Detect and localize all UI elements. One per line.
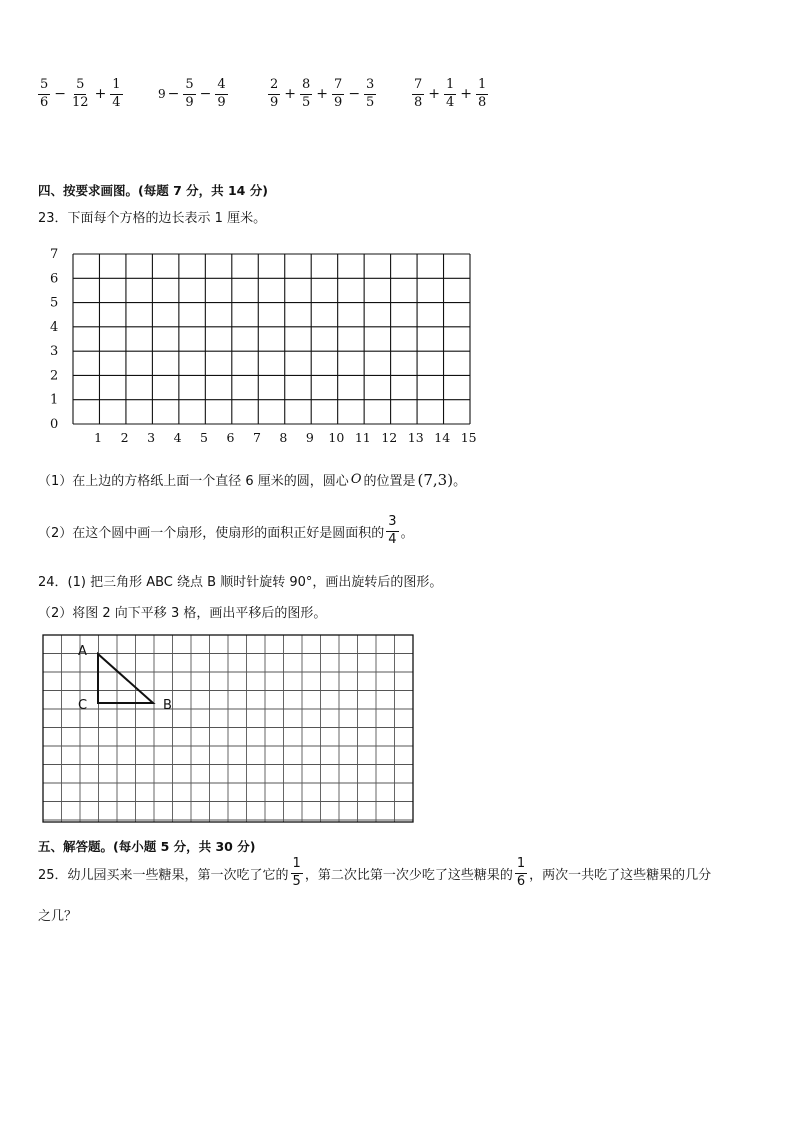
question-23-part-2 xyxy=(38,515,414,548)
fraction: $\frac{5}{12}$ xyxy=(72,77,89,110)
y-tick-label: 0 xyxy=(50,417,59,432)
x-tick-label: 6 xyxy=(226,430,235,445)
question-25 xyxy=(38,857,711,890)
x-tick-label: 11 xyxy=(354,430,371,445)
x-tick-label: 15 xyxy=(460,430,477,445)
vertex-c-label: C xyxy=(78,698,88,713)
y-axis-labels xyxy=(50,247,58,432)
q25-text-a: 25．幼儿园买来一些糖果，第一次吃了它的 xyxy=(38,867,289,883)
x-tick-label: 7 xyxy=(252,430,261,445)
grid-lines xyxy=(73,254,470,424)
x-tick-label: 14 xyxy=(434,430,451,445)
x-tick-label: 2 xyxy=(120,430,129,445)
section-4-title: 四、按要求画图。(每题 7 分，共 14 分) xyxy=(38,183,268,198)
number: 9 xyxy=(158,87,166,102)
question-25-continued: 之几？ xyxy=(38,909,78,924)
fraction: $\frac{2}{9}$ xyxy=(270,77,279,110)
question-23: 23．下面每个方格的边长表示 1 厘米。 xyxy=(38,211,267,226)
x-tick-label: 4 xyxy=(173,430,182,445)
y-tick-label: 4 xyxy=(50,319,59,335)
fraction-one-sixth: $\frac{1}{6}$ xyxy=(516,856,526,889)
triangle-grid xyxy=(40,632,420,828)
expression-3 xyxy=(266,78,378,111)
question-23-part-1 xyxy=(38,470,466,489)
y-tick-label: 5 xyxy=(50,295,59,311)
q23-2-text: （2）在这个圆中画一个扇形，使扇形的面积正好是圆面积的 xyxy=(38,525,385,541)
operator: + xyxy=(94,86,107,103)
operator: + xyxy=(428,86,441,103)
expression-2 xyxy=(158,78,230,111)
triangle-abc xyxy=(98,654,153,703)
fraction: $\frac{5}{9}$ xyxy=(185,77,194,110)
fraction: $\frac{5}{6}$ xyxy=(40,77,49,110)
fraction-one-fifth: $\frac{1}{5}$ xyxy=(292,856,301,889)
x-tick-label: 9 xyxy=(305,430,314,445)
operator: + xyxy=(460,86,473,103)
q23-1-end: 。 xyxy=(453,474,467,489)
fraction: $\frac{8}{5}$ xyxy=(302,77,311,110)
operator: − xyxy=(54,86,67,103)
fraction-three-quarters: $\frac{3}{4}$ xyxy=(388,514,397,547)
fraction: $\frac{7}{8}$ xyxy=(414,77,423,110)
q23-2-end: 。 xyxy=(400,525,414,541)
fraction: $\frac{1}{4}$ xyxy=(446,77,455,110)
y-tick-label: 6 xyxy=(50,271,59,287)
question-24-part-1: 24．(1) 把三角形 ABC 绕点 B 顺时针旋转 90°，画出旋转后的图形。 xyxy=(38,575,443,590)
center-o-label: O xyxy=(350,472,362,487)
vertex-b-label: B xyxy=(163,698,172,713)
operator: + xyxy=(316,86,329,103)
x-tick-label: 5 xyxy=(200,430,208,445)
fraction: $\frac{1}{4}$ xyxy=(112,77,121,110)
x-tick-label: 3 xyxy=(147,430,156,445)
operator: − xyxy=(199,86,212,103)
x-tick-label: 12 xyxy=(381,430,398,445)
x-axis-labels xyxy=(94,430,476,445)
x-tick-label: 13 xyxy=(407,430,424,445)
q23-1-text-mid: 的位置是 xyxy=(363,474,416,489)
expression-1 xyxy=(36,78,125,111)
operator: − xyxy=(167,86,180,103)
coordinate-grid xyxy=(40,244,490,449)
y-tick-label: 2 xyxy=(50,368,59,384)
operator: − xyxy=(348,86,361,103)
y-tick-label: 1 xyxy=(50,392,59,408)
vertex-a-label: A xyxy=(78,644,87,659)
y-tick-label: 7 xyxy=(50,247,59,262)
y-tick-label: 3 xyxy=(50,344,59,360)
q25-text-c: ，两次一共吃了这些糖果的几分 xyxy=(529,867,712,883)
operator: + xyxy=(284,86,297,103)
q25-text-b: ，第二次比第一次少吃了这些糖果的 xyxy=(304,867,513,883)
center-coordinate: (7,3) xyxy=(417,470,454,489)
expression-4 xyxy=(410,78,490,111)
fraction: $\frac{7}{9}$ xyxy=(334,77,343,110)
section-5-title: 五、解答题。(每小题 5 分，共 30 分) xyxy=(38,839,256,854)
q23-1-text: （1）在上边的方格纸上面一个直径 6 厘米的圆，圆心 xyxy=(38,474,349,489)
fraction: $\frac{4}{9}$ xyxy=(217,77,226,110)
x-tick-label: 8 xyxy=(279,430,288,445)
x-tick-label: 10 xyxy=(328,430,345,445)
x-tick-label: 1 xyxy=(94,430,103,445)
fraction: $\frac{3}{5}$ xyxy=(366,77,375,110)
question-24-part-2: （2）将图 2 向下平移 3 格，画出平移后的图形。 xyxy=(38,606,327,621)
fraction: $\frac{1}{8}$ xyxy=(478,77,487,110)
